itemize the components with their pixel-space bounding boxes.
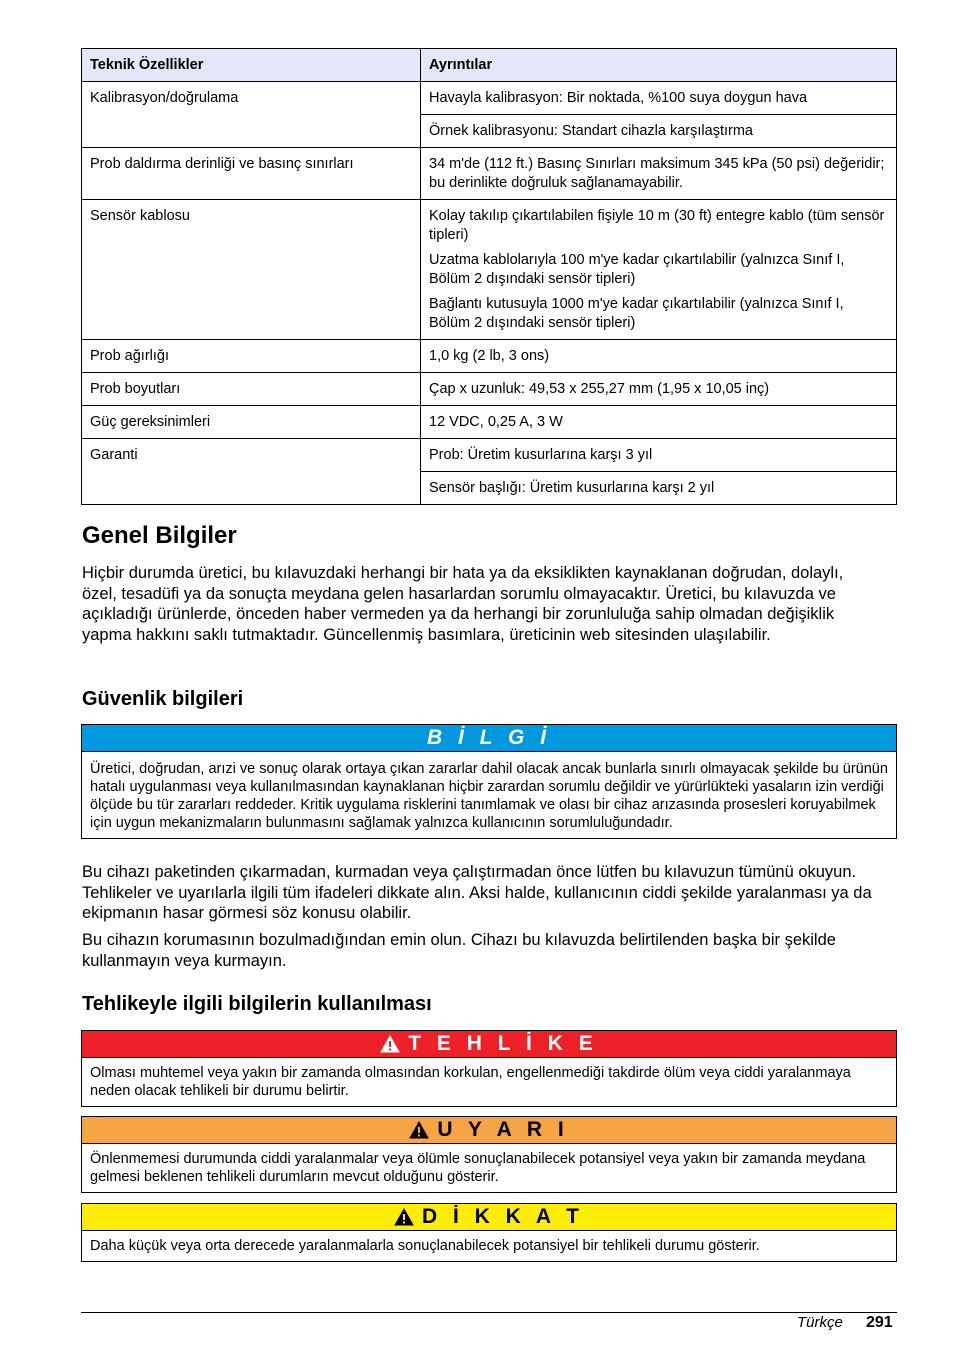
spec-header-details: Ayrıntılar — [421, 49, 897, 82]
warning-notice-text: Önlenmemesi durumunda ciddi yaralanmalar veya ölümle sonuçlanabilecek potansiyel veya yakın bir zamanda meydana gelmesi beklenen tehlikeli durumların mevcut olduğunu gösterir. — [90, 1151, 866, 1185]
danger-notice-text: Olması muhtemel veya yakın bir zamanda olmasından korkulan, engellenmediği takdirde ölüm veya ciddi yaralanmaya neden olacak tehlikeli bir durumu belirtir. — [90, 1065, 851, 1099]
warning-notice — [81, 1116, 897, 1193]
spec-detail: Havayla kalibrasyon: Bir noktada, %100 suya doygun hava — [421, 82, 897, 115]
info-notice-text: Üretici, doğrudan, arızi ve sonuç olarak ortaya çıkan zararlar dahil olacak ancak bunlarla sınırlı olmayacak şekilde bu ürünün hatalı uygulanması veya kullanılmasından kaynaklanan hiçbir zarardan sorumlu değildir ve yürürlükteki yasaların izin verdiği ölçüde bu tür zararları reddeder. Kritik uygulama risklerini tanımlamak ve olası bir cihaz arızasında prosesleri koruyabilmek için uygun mekanizmaların bulunmasını sağlamak yalnızca kullanıcının sorumluluğundadır. — [90, 761, 888, 831]
general-info-heading: Genel Bilgiler — [82, 522, 237, 549]
warning-triangle-icon — [409, 1121, 429, 1139]
spec-header-feature: Teknik Özellikler — [82, 49, 421, 82]
spec-detail: Kolay takılıp çıkartılabilen fişiyle 10 m (30 ft) entegre kablo (tüm sensör tipleri) — [429, 208, 885, 243]
spec-label: Kalibrasyon/doğrulama — [82, 82, 421, 148]
danger-notice-title: T E H L İ K E — [408, 1032, 598, 1055]
info-notice-title: B İ L G İ — [82, 725, 896, 752]
spec-detail: 12 VDC, 0,25 A, 3 W — [421, 406, 897, 439]
warning-triangle-icon — [394, 1208, 414, 1226]
table-row — [82, 373, 897, 406]
spec-label: Prob daldırma derinliği ve basınç sınırları — [82, 148, 421, 200]
warning-triangle-icon — [380, 1035, 400, 1053]
warning-notice-title: U Y A R I — [437, 1118, 569, 1141]
footer-page-number: 291 — [866, 1314, 893, 1331]
spec-detail: Çap x uzunluk: 49,53 x 255,27 mm (1,95 x 10,05 inç) — [421, 373, 897, 406]
spec-detail: Sensör başlığı: Üretim kusurlarına karşı 2 yıl — [421, 472, 897, 505]
spec-label: Sensör kablosu — [82, 200, 421, 340]
table-row — [82, 406, 897, 439]
table-row — [82, 439, 897, 472]
spec-detail: 1,0 kg (2 lb, 3 ons) — [421, 340, 897, 373]
table-row — [82, 148, 897, 200]
danger-notice-bar — [82, 1031, 896, 1058]
spec-detail: Uzatma kablolarıyla 100 m'ye kadar çıkartılabilir (yalnızca Sınıf I, Bölüm 2 dışındaki sensör tipleri) — [429, 252, 845, 287]
spec-detail: Bağlantı kutusuyla 1000 m'ye kadar çıkartılabilir (yalnızca Sınıf I, Bölüm 2 dışındaki sensör tipleri) — [429, 296, 844, 331]
spec-label: Prob boyutları — [82, 373, 421, 406]
spec-detail: Prob: Üretim kusurlarına karşı 3 yıl — [421, 439, 897, 472]
table-row — [82, 200, 897, 340]
caution-notice-text: Daha küçük veya orta derecede yaralanmalarla sonuçlanabilecek potansiyel bir tehlikeli durumu gösterir. — [90, 1238, 760, 1254]
caution-notice — [81, 1203, 897, 1262]
general-info-paragraph: Hiçbir durumda üretici, bu kılavuzdaki herhangi bir hata ya da eksiklikten kaynaklanan doğrudan, dolaylı, özel, tesadüfi ya da sonuçta meydana gelen hasarlardan sorumlu olmayacaktır. Üretici, bu kılavuzda ve açıkladığı ürünlerde, önceden haber vermeden ya da herhangi bir zorunluluğa sahip olmadan değişiklik yapma hakkını saklı tutmaktadır. Güncellenmiş basımlara, üreticinin web sitesinden ulaşılabilir. — [82, 564, 844, 644]
danger-notice — [81, 1030, 897, 1107]
spec-label: Güç gereksinimleri — [82, 406, 421, 439]
table-row — [82, 82, 897, 115]
safety-paragraph: Bu cihazın korumasının bozulmadığından emin olun. Cihazı bu kılavuzda belirtilenden başka bir şekilde kullanmayın veya kurmayın. — [82, 931, 836, 970]
spec-detail-group — [421, 200, 897, 340]
caution-notice-bar — [82, 1204, 896, 1231]
hazard-heading: Tehlikeyle ilgili bilgilerin kullanılması — [82, 993, 432, 1015]
spec-detail: 34 m'de (112 ft.) Basınç Sınırları maksimum 345 kPa (50 psi) değeridir; bu derinlikte doğruluk sağlanamayabilir. — [421, 148, 897, 200]
warning-notice-bar — [82, 1117, 896, 1144]
safety-paragraph: Bu cihazı paketinden çıkarmadan, kurmadan veya çalıştırmadan önce lütfen bu kılavuzun tümünü okuyun. Tehlikeler ve uyarılarla ilgili tüm ifadeleri dikkate alın. Aksi halde, kullanıcının ciddi şekilde yaralanması ya da ekipmanın hasar görmesi söz konusu olabilir. — [82, 863, 872, 922]
caution-notice-title: D İ K K A T — [422, 1205, 584, 1228]
spec-detail: Örnek kalibrasyonu: Standart cihazla karşılaştırma — [421, 115, 897, 148]
spec-table-header — [82, 49, 897, 82]
footer-language: Türkçe — [797, 1314, 843, 1331]
footer-divider — [81, 1312, 897, 1313]
spec-label: Prob ağırlığı — [82, 340, 421, 373]
table-row — [82, 340, 897, 373]
safety-heading: Güvenlik bilgileri — [82, 688, 244, 710]
spec-table — [81, 48, 897, 505]
spec-label: Garanti — [82, 439, 421, 505]
info-notice — [81, 724, 897, 839]
